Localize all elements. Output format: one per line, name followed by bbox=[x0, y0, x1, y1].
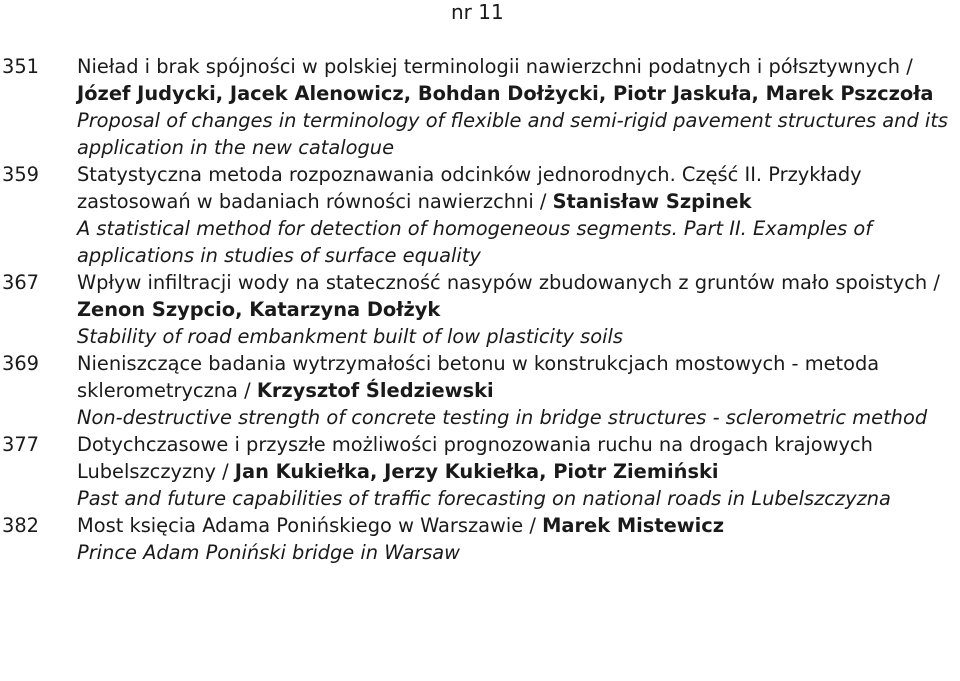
page-number: 367 bbox=[2, 271, 40, 294]
polish-title bbox=[77, 431, 960, 485]
toc-entry bbox=[0, 161, 960, 269]
polish-title bbox=[77, 269, 960, 323]
page-number: 382 bbox=[2, 514, 40, 537]
page-number: 377 bbox=[2, 433, 40, 456]
toc-entry bbox=[0, 350, 960, 431]
title-pl: Statystyczna metoda rozpoznawania odcinków jednorodnych. Część II. Przykłady zastosowań w badaniach równości nawierzchni / bbox=[77, 163, 862, 213]
title-pl: Most księcia Adama Ponińskiego w Warszawie / bbox=[77, 514, 543, 537]
english-title: Stability of road embankment built of low plasticity soils bbox=[77, 325, 624, 348]
polish-title bbox=[77, 512, 960, 539]
title-pl: Wpływ infiltracji wody na stateczność nasypów zbudowanych z gruntów mało spoistych / bbox=[77, 271, 940, 294]
table-of-contents bbox=[0, 53, 960, 566]
entry-text bbox=[77, 161, 960, 269]
english-title: Prince Adam Poniński bridge in Warsaw bbox=[77, 541, 461, 564]
title-pl: Dotychczasowe i przyszłe możliwości prognozowania ruchu na drogach krajowych Lubelszczyzny / bbox=[77, 433, 873, 483]
entry-text bbox=[77, 53, 960, 161]
authors: Zenon Szypcio, Katarzyna Dołżyk bbox=[77, 298, 441, 321]
entry-text bbox=[77, 512, 960, 566]
authors: Józef Judycki, Jacek Alenowicz, Bohdan Dołżycki, Piotr Jaskuła, Marek Pszczoła bbox=[77, 82, 934, 105]
authors: Marek Mistewicz bbox=[542, 514, 725, 537]
entry-text bbox=[77, 269, 960, 350]
polish-title bbox=[77, 350, 960, 404]
authors: Krzysztof Śledziewski bbox=[256, 379, 494, 402]
toc-entry bbox=[0, 269, 960, 350]
polish-title bbox=[77, 53, 960, 107]
english-title: Past and future capabilities of traffic forecasting on national roads in Lubelszczyzna bbox=[77, 487, 891, 510]
page-number: 359 bbox=[2, 163, 40, 186]
toc-entry bbox=[0, 431, 960, 512]
title-pl: Nieniszczące badania wytrzymałości betonu w konstrukcjach mostowych - metoda sklerometryczna / bbox=[77, 352, 880, 402]
entry-text bbox=[77, 350, 960, 431]
english-title: Proposal of changes in terminology of flexible and semi-rigid pavement structures and its application in the new catalogue bbox=[77, 109, 949, 159]
title-pl: Nieład i brak spójności w polskiej terminologii nawierzchni podatnych i półsztywnych / bbox=[77, 55, 913, 78]
english-title: A statistical method for detection of homogeneous segments. Part II. Examples of applications in studies of surface equality bbox=[77, 217, 873, 267]
page-number: 351 bbox=[2, 55, 40, 78]
issue-number: nr 11 bbox=[451, 0, 504, 24]
toc-entry bbox=[0, 53, 960, 161]
english-title: Non-destructive strength of concrete testing in bridge structures - sclerometric method bbox=[77, 406, 928, 429]
authors: Stanisław Szpinek bbox=[552, 190, 752, 213]
authors: Jan Kukiełka, Jerzy Kukiełka, Piotr Ziemiński bbox=[234, 460, 719, 483]
page-number: 369 bbox=[2, 352, 40, 375]
toc-entry bbox=[0, 512, 960, 566]
polish-title bbox=[77, 161, 960, 215]
entry-text bbox=[77, 431, 960, 512]
